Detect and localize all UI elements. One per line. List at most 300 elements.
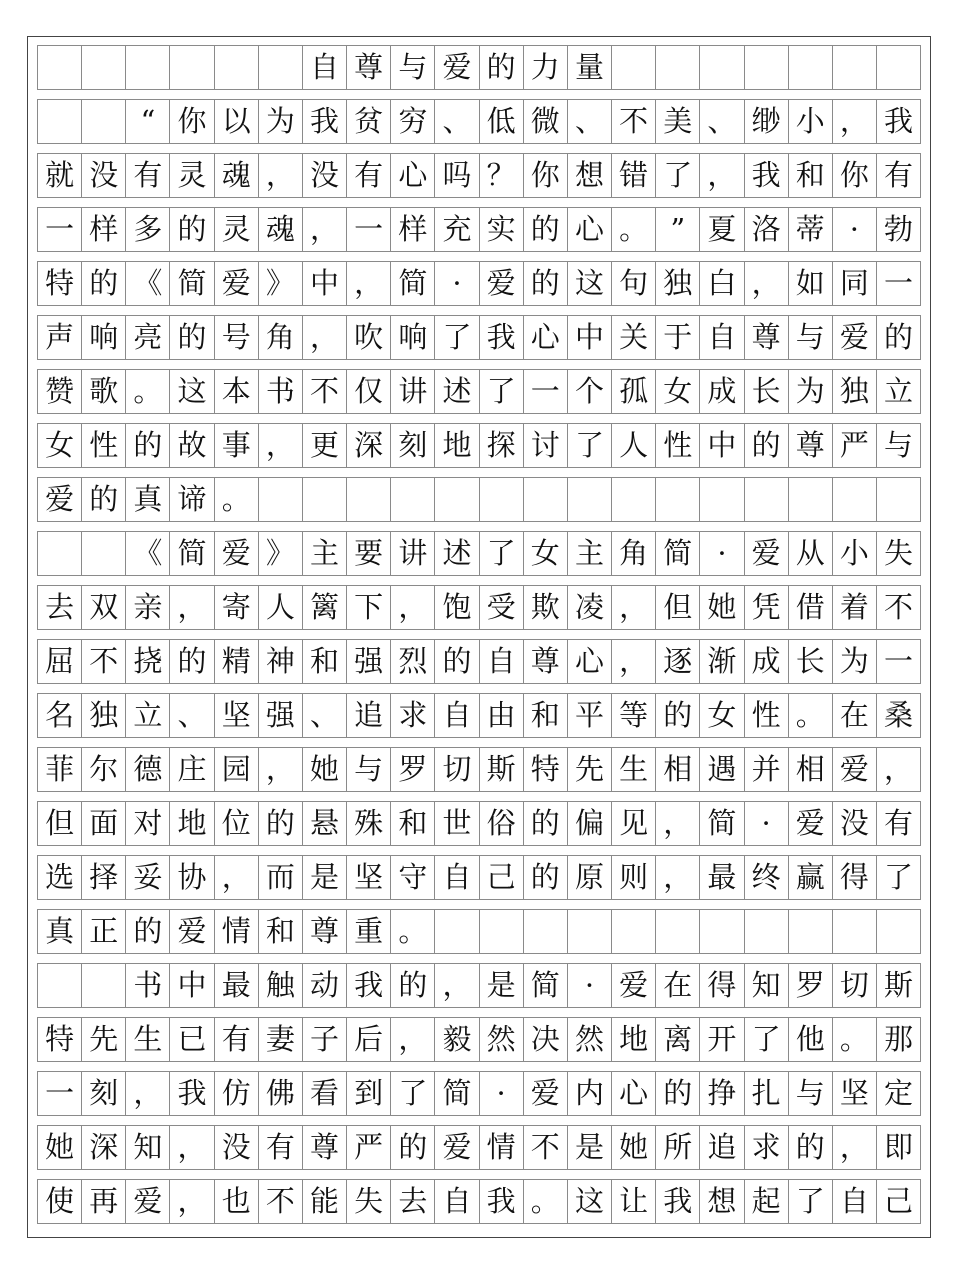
grid-cell: 小 — [789, 100, 833, 143]
grid-cell — [877, 478, 921, 521]
essay-line — [37, 1071, 921, 1116]
grid-cell: 开 — [700, 1018, 744, 1061]
grid-cell: 女 — [700, 694, 744, 737]
grid-cell: 篱 — [303, 586, 347, 629]
grid-cell: 精 — [215, 640, 259, 683]
grid-cell: 简 — [656, 532, 700, 575]
grid-cell: 不 — [259, 1180, 303, 1223]
grid-cell: 样 — [391, 208, 435, 251]
grid-cell: 的 — [877, 316, 921, 359]
grid-cell: 内 — [568, 1072, 612, 1115]
grid-cell: 书 — [259, 370, 303, 413]
grid-cell: ” — [656, 208, 700, 251]
grid-cell: 、 — [435, 100, 479, 143]
grid-cell: 己 — [877, 1180, 921, 1223]
grid-cell: 知 — [745, 964, 789, 1007]
grid-cell — [38, 46, 82, 89]
grid-cell: 与 — [391, 46, 435, 89]
grid-cell: 能 — [303, 1180, 347, 1223]
grid-cell: 这 — [568, 262, 612, 305]
grid-cell: 那 — [877, 1018, 921, 1061]
grid-cell — [833, 478, 877, 521]
grid-cell: 从 — [789, 532, 833, 575]
grid-cell: 》 — [259, 262, 303, 305]
grid-cell: 的 — [170, 316, 214, 359]
grid-cell: 穷 — [391, 100, 435, 143]
grid-cell — [259, 46, 303, 89]
grid-cell: 相 — [656, 748, 700, 791]
grid-cell: 独 — [82, 694, 126, 737]
grid-cell: 爱 — [789, 802, 833, 845]
essay-line — [37, 477, 921, 522]
grid-cell: ， — [656, 856, 700, 899]
grid-cell: 烈 — [391, 640, 435, 683]
grid-cell: 立 — [126, 694, 170, 737]
grid-cell: 心 — [568, 640, 612, 683]
grid-cell: 中 — [568, 316, 612, 359]
essay-line — [37, 315, 921, 360]
grid-cell: 主 — [303, 532, 347, 575]
grid-cell: 悬 — [303, 802, 347, 845]
grid-cell: 面 — [82, 802, 126, 845]
grid-cell — [38, 100, 82, 143]
essay-line — [37, 207, 921, 252]
grid-cell: 与 — [877, 424, 921, 467]
grid-cell: 下 — [347, 586, 391, 629]
grid-cell: 饱 — [435, 586, 479, 629]
grid-cell — [38, 532, 82, 575]
grid-cell: 的 — [524, 856, 568, 899]
grid-cell: 个 — [568, 370, 612, 413]
grid-cell: 女 — [524, 532, 568, 575]
grid-cell: 爱 — [833, 748, 877, 791]
grid-cell: 了 — [745, 1018, 789, 1061]
grid-cell: 坚 — [833, 1072, 877, 1115]
grid-cell: 尊 — [745, 316, 789, 359]
grid-cell: 借 — [789, 586, 833, 629]
grid-cell: 双 — [82, 586, 126, 629]
grid-cell: 微 — [524, 100, 568, 143]
grid-cell: 句 — [612, 262, 656, 305]
grid-cell: 凌 — [568, 586, 612, 629]
grid-cell: 罗 — [391, 748, 435, 791]
grid-cell: 简 — [435, 1072, 479, 1115]
grid-cell: 与 — [789, 316, 833, 359]
grid-cell: 菲 — [38, 748, 82, 791]
grid-cell: ， — [700, 154, 744, 197]
grid-cell: 她 — [700, 586, 744, 629]
grid-cell: 讨 — [524, 424, 568, 467]
grid-cell: 和 — [789, 154, 833, 197]
grid-cell: 斯 — [480, 748, 524, 791]
grid-cell: 庄 — [170, 748, 214, 791]
grid-cell: 尊 — [347, 46, 391, 89]
grid-cell: 这 — [568, 1180, 612, 1223]
grid-cell: 的 — [524, 208, 568, 251]
grid-cell: 了 — [480, 370, 524, 413]
grid-cell: ， — [391, 1018, 435, 1061]
grid-cell: 爱 — [833, 316, 877, 359]
grid-cell: 严 — [833, 424, 877, 467]
grid-cell: 的 — [745, 424, 789, 467]
essay-title-row — [37, 45, 921, 90]
grid-cell — [877, 46, 921, 89]
grid-cell: 蒂 — [789, 208, 833, 251]
grid-cell: 的 — [480, 46, 524, 89]
grid-cell: 爱 — [524, 1072, 568, 1115]
grid-cell: ， — [877, 748, 921, 791]
grid-cell: 讲 — [391, 370, 435, 413]
grid-cell: 则 — [612, 856, 656, 899]
grid-cell: 毅 — [435, 1018, 479, 1061]
grid-cell — [568, 478, 612, 521]
grid-cell: 的 — [82, 262, 126, 305]
grid-cell — [82, 100, 126, 143]
grid-cell: 立 — [877, 370, 921, 413]
grid-cell: 不 — [612, 100, 656, 143]
essay-line — [37, 855, 921, 900]
grid-cell — [745, 478, 789, 521]
grid-cell: 相 — [789, 748, 833, 791]
grid-cell: 述 — [435, 370, 479, 413]
grid-cell: 刻 — [391, 424, 435, 467]
grid-cell: 他 — [789, 1018, 833, 1061]
grid-cell: 我 — [303, 100, 347, 143]
grid-cell: 妥 — [126, 856, 170, 899]
grid-cell — [700, 46, 744, 89]
grid-cell: 书 — [126, 964, 170, 1007]
grid-cell: 角 — [612, 532, 656, 575]
grid-cell: 《 — [126, 262, 170, 305]
grid-cell: 是 — [568, 1126, 612, 1169]
grid-cell: 也 — [215, 1180, 259, 1223]
grid-cell: 是 — [303, 856, 347, 899]
grid-cell: “ — [126, 100, 170, 143]
essay-line — [37, 747, 921, 792]
grid-cell: 的 — [524, 802, 568, 845]
grid-cell — [435, 478, 479, 521]
grid-cell: 勃 — [877, 208, 921, 251]
grid-cell: 爱 — [435, 1126, 479, 1169]
grid-cell: 长 — [745, 370, 789, 413]
grid-cell — [568, 910, 612, 953]
grid-cell: 德 — [126, 748, 170, 791]
grid-cell: 对 — [126, 802, 170, 845]
grid-cell: 有 — [877, 802, 921, 845]
essay-line — [37, 531, 921, 576]
grid-cell: 夏 — [700, 208, 744, 251]
grid-cell: 她 — [612, 1126, 656, 1169]
grid-cell: 严 — [347, 1126, 391, 1169]
grid-cell: 歌 — [82, 370, 126, 413]
grid-cell: 由 — [480, 694, 524, 737]
grid-cell: 最 — [700, 856, 744, 899]
grid-cell: 一 — [347, 208, 391, 251]
grid-cell: 谛 — [170, 478, 214, 521]
grid-cell: 的 — [656, 694, 700, 737]
grid-cell: 即 — [877, 1126, 921, 1169]
grid-cell: 的 — [259, 802, 303, 845]
grid-cell: 独 — [656, 262, 700, 305]
grid-cell: 使 — [38, 1180, 82, 1223]
grid-cell — [877, 910, 921, 953]
grid-cell: 情 — [215, 910, 259, 953]
grid-cell: 选 — [38, 856, 82, 899]
grid-cell: 我 — [656, 1180, 700, 1223]
grid-cell: 了 — [656, 154, 700, 197]
grid-cell: 真 — [38, 910, 82, 953]
grid-cell: 充 — [435, 208, 479, 251]
grid-cell: 看 — [303, 1072, 347, 1115]
grid-cell: 的 — [82, 478, 126, 521]
grid-cell: 斯 — [877, 964, 921, 1007]
grid-cell: 所 — [656, 1126, 700, 1169]
grid-cell: 就 — [38, 154, 82, 197]
grid-cell: 吗 — [435, 154, 479, 197]
grid-cell: 仿 — [215, 1072, 259, 1115]
grid-cell — [170, 46, 214, 89]
grid-cell: 自 — [435, 694, 479, 737]
grid-cell: 灵 — [170, 154, 214, 197]
grid-cell: 亲 — [126, 586, 170, 629]
grid-cell: 尊 — [303, 1126, 347, 1169]
grid-cell: 的 — [126, 424, 170, 467]
grid-cell: · — [435, 262, 479, 305]
grid-cell: 亮 — [126, 316, 170, 359]
grid-cell: 最 — [215, 964, 259, 1007]
grid-cell — [833, 46, 877, 89]
grid-cell: 。 — [833, 1018, 877, 1061]
grid-cell — [82, 532, 126, 575]
grid-cell: 遇 — [700, 748, 744, 791]
grid-cell: 凭 — [745, 586, 789, 629]
essay-line — [37, 423, 921, 468]
grid-cell: ， — [170, 1180, 214, 1223]
grid-cell: 先 — [568, 748, 612, 791]
grid-cell: 追 — [700, 1126, 744, 1169]
essay-line — [37, 369, 921, 414]
grid-cell: 但 — [656, 586, 700, 629]
grid-cell: 屈 — [38, 640, 82, 683]
essay-line — [37, 909, 921, 954]
grid-cell: 和 — [303, 640, 347, 683]
grid-cell: ？ — [480, 154, 524, 197]
grid-cell: 失 — [347, 1180, 391, 1223]
grid-cell: 《 — [126, 532, 170, 575]
grid-cell: 、 — [700, 100, 744, 143]
grid-cell: 简 — [700, 802, 744, 845]
grid-cell: 的 — [435, 640, 479, 683]
grid-cell: 尊 — [789, 424, 833, 467]
grid-cell — [391, 478, 435, 521]
grid-cell: 。 — [524, 1180, 568, 1223]
grid-cell: 神 — [259, 640, 303, 683]
grid-cell: 俗 — [480, 802, 524, 845]
grid-cell: 事 — [215, 424, 259, 467]
grid-cell: 实 — [480, 208, 524, 251]
grid-cell: 的 — [170, 640, 214, 683]
grid-cell — [700, 478, 744, 521]
grid-cell — [82, 46, 126, 89]
grid-cell: 、 — [303, 694, 347, 737]
grid-cell — [435, 910, 479, 953]
grid-cell: 并 — [745, 748, 789, 791]
grid-cell: 正 — [82, 910, 126, 953]
grid-cell: 世 — [435, 802, 479, 845]
grid-cell: 长 — [789, 640, 833, 683]
grid-cell: 本 — [215, 370, 259, 413]
grid-cell: 为 — [833, 640, 877, 683]
grid-cell: 爱 — [38, 478, 82, 521]
grid-cell: 得 — [700, 964, 744, 1007]
grid-cell — [38, 964, 82, 1007]
grid-cell: 。 — [126, 370, 170, 413]
grid-cell: 简 — [170, 532, 214, 575]
grid-cell: 爱 — [215, 532, 259, 575]
grid-cell: 自 — [435, 1180, 479, 1223]
grid-cell: 着 — [833, 586, 877, 629]
grid-cell: 一 — [877, 262, 921, 305]
grid-cell: 关 — [612, 316, 656, 359]
grid-cell: 深 — [347, 424, 391, 467]
grid-cell: 而 — [259, 856, 303, 899]
grid-cell: 知 — [126, 1126, 170, 1169]
grid-cell: 与 — [347, 748, 391, 791]
grid-cell: 心 — [391, 154, 435, 197]
grid-cell: 女 — [38, 424, 82, 467]
grid-cell: 爱 — [480, 262, 524, 305]
essay-grid — [37, 45, 921, 1233]
grid-cell: 己 — [480, 856, 524, 899]
grid-cell: 在 — [833, 694, 877, 737]
grid-cell: ， — [170, 1126, 214, 1169]
grid-cell: 追 — [347, 694, 391, 737]
grid-cell: 的 — [391, 1126, 435, 1169]
grid-cell: 生 — [126, 1018, 170, 1061]
grid-cell: 故 — [170, 424, 214, 467]
grid-cell — [789, 46, 833, 89]
grid-cell: 罗 — [789, 964, 833, 1007]
grid-cell — [612, 46, 656, 89]
grid-cell: 、 — [170, 694, 214, 737]
grid-cell: 的 — [524, 262, 568, 305]
grid-cell: 强 — [347, 640, 391, 683]
grid-cell: 受 — [480, 586, 524, 629]
grid-cell: ， — [347, 262, 391, 305]
grid-cell: 守 — [391, 856, 435, 899]
grid-cell: 已 — [170, 1018, 214, 1061]
grid-cell: 地 — [170, 802, 214, 845]
grid-cell: 爱 — [745, 532, 789, 575]
grid-cell: 吹 — [347, 316, 391, 359]
grid-cell: 和 — [524, 694, 568, 737]
grid-cell: ， — [833, 100, 877, 143]
grid-cell: 我 — [170, 1072, 214, 1115]
essay-line — [37, 1017, 921, 1062]
essay-line — [37, 1179, 921, 1224]
grid-cell: 赞 — [38, 370, 82, 413]
grid-cell: 了 — [568, 424, 612, 467]
grid-cell: 、 — [568, 100, 612, 143]
grid-cell: 欺 — [524, 586, 568, 629]
grid-cell: 有 — [877, 154, 921, 197]
grid-cell: 心 — [612, 1072, 656, 1115]
grid-cell: ， — [259, 154, 303, 197]
grid-cell: 。 — [391, 910, 435, 953]
grid-cell: 特 — [38, 1018, 82, 1061]
grid-cell: ， — [435, 964, 479, 1007]
grid-cell: 中 — [303, 262, 347, 305]
grid-cell: 了 — [391, 1072, 435, 1115]
grid-cell: 洛 — [745, 208, 789, 251]
grid-cell — [215, 46, 259, 89]
grid-cell: ， — [745, 262, 789, 305]
grid-cell: 她 — [38, 1126, 82, 1169]
grid-cell: 妻 — [259, 1018, 303, 1061]
grid-cell: 情 — [480, 1126, 524, 1169]
grid-cell: 多 — [126, 208, 170, 251]
essay-line — [37, 963, 921, 1008]
grid-cell: 起 — [745, 1180, 789, 1223]
grid-cell: 得 — [833, 856, 877, 899]
essay-line — [37, 639, 921, 684]
grid-cell: 的 — [170, 208, 214, 251]
grid-cell: · — [833, 208, 877, 251]
grid-cell: 佛 — [259, 1072, 303, 1115]
grid-cell: 但 — [38, 802, 82, 845]
grid-cell: 离 — [656, 1018, 700, 1061]
grid-cell: · — [568, 964, 612, 1007]
grid-cell: 的 — [126, 910, 170, 953]
grid-cell: 性 — [82, 424, 126, 467]
grid-cell — [524, 910, 568, 953]
grid-cell: 然 — [480, 1018, 524, 1061]
grid-cell — [745, 910, 789, 953]
grid-cell: 中 — [700, 424, 744, 467]
grid-cell: ， — [656, 802, 700, 845]
grid-cell: 殊 — [347, 802, 391, 845]
grid-cell: 尔 — [82, 748, 126, 791]
grid-cell: 自 — [700, 316, 744, 359]
grid-cell — [745, 46, 789, 89]
grid-cell — [126, 46, 170, 89]
grid-cell: 缈 — [745, 100, 789, 143]
grid-cell: 爱 — [435, 46, 479, 89]
grid-cell: ， — [303, 208, 347, 251]
grid-cell: 决 — [524, 1018, 568, 1061]
grid-cell: 没 — [82, 154, 126, 197]
grid-cell: 》 — [259, 532, 303, 575]
grid-cell — [789, 910, 833, 953]
grid-cell: 魂 — [259, 208, 303, 251]
grid-cell: 没 — [303, 154, 347, 197]
grid-cell: · — [745, 802, 789, 845]
grid-cell: 角 — [259, 316, 303, 359]
grid-cell — [259, 478, 303, 521]
grid-cell: 挣 — [700, 1072, 744, 1115]
grid-cell: 样 — [82, 208, 126, 251]
grid-cell: 她 — [303, 748, 347, 791]
grid-cell: · — [700, 532, 744, 575]
grid-cell: 触 — [259, 964, 303, 1007]
grid-cell: 一 — [38, 1072, 82, 1115]
grid-cell: 仅 — [347, 370, 391, 413]
grid-cell: 终 — [745, 856, 789, 899]
grid-cell: 一 — [524, 370, 568, 413]
grid-cell: 去 — [38, 586, 82, 629]
grid-cell: 见 — [612, 802, 656, 845]
grid-cell: 人 — [259, 586, 303, 629]
